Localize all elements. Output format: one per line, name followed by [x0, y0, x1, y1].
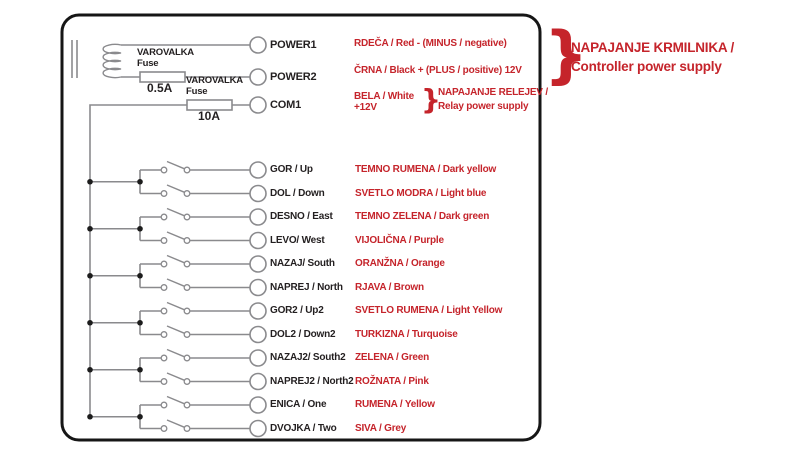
controller-note-line2: Controller power supply: [571, 59, 722, 74]
row-label-levo: LEVO/ West: [270, 235, 325, 246]
switch-row-gor2: [140, 303, 266, 320]
fuse2-rating: 10A: [198, 109, 221, 123]
pair-branch-5: [87, 358, 143, 382]
wire-dvojka: SIVA / Grey: [355, 423, 407, 434]
wire-dol2: TURKIZNA / Turquoise: [355, 329, 458, 340]
switch-row-naprej: [140, 279, 266, 296]
fuse2-label-sl: VAROVALKA: [186, 75, 243, 86]
wire-naprej: RJAVA / Brown: [355, 282, 424, 293]
wire-com1-annotation: BELA / White: [354, 91, 415, 102]
terminal-power2-label: POWER2: [270, 71, 317, 83]
wire-gor2: SVETLO RUMENA / Light Yellow: [355, 305, 503, 316]
wire-dol: SVETLO MODRA / Light blue: [355, 188, 487, 199]
row-label-gor: GOR / Up: [270, 164, 313, 175]
wire-power2-annotation: ČRNA / Black + (PLUS / positive) 12V: [354, 65, 522, 76]
wire-enica: RUMENA / Yellow: [355, 399, 435, 410]
switch-row-gor: [140, 162, 266, 179]
pair-branch-1: [87, 170, 143, 194]
row-label-dvojka: DVOJKA / Two: [270, 423, 337, 434]
row-label-nazaj: NAZAJ/ South: [270, 258, 335, 269]
fuse2-label-en: Fuse: [186, 86, 208, 97]
terminal-com1-label: COM1: [270, 99, 301, 111]
row-label-dol: DOL / Down: [270, 188, 325, 199]
switch-row-desno: [140, 209, 266, 226]
row-label-gor2: GOR2 / Up2: [270, 305, 324, 316]
pair-branch-4: [87, 311, 143, 335]
cable-entry-lines: [72, 40, 77, 78]
switch-row-dol2: [140, 326, 266, 343]
row-label-naprej2: NAPREJ2 / North2: [270, 376, 354, 387]
wire-nazaj: ORANŽNA / Orange: [355, 258, 445, 269]
row-label-desno: DESNO / East: [270, 211, 333, 222]
pair-branch-6: [87, 405, 143, 429]
pair-branch-2: [87, 217, 143, 241]
row-label-dol2: DOL2 / Down2: [270, 329, 336, 340]
fuse1-label-sl: VAROVALKA: [137, 47, 194, 58]
pair-branch-3: [87, 264, 143, 288]
coil-symbol: [103, 44, 121, 77]
relay-brace-icon: }: [421, 83, 441, 116]
row-label-enica: ENICA / One: [270, 399, 327, 410]
switch-row-nazaj: [140, 256, 266, 273]
switch-row-enica: [140, 397, 266, 414]
wire-naprej2: ROŽNATA / Pink: [355, 376, 429, 387]
fuse1-rating: 0.5A: [147, 81, 173, 95]
fuse1-label-en: Fuse: [137, 58, 159, 69]
wire-gor: TEMNO RUMENA / Dark yellow: [355, 164, 497, 175]
switch-row-naprej2: [140, 373, 266, 390]
relay-note-line1: NAPAJANJE RELEJEV /: [438, 87, 548, 98]
com1-wire-and-bus: [90, 97, 266, 417]
wire-com1-annotation-voltage: +12V: [354, 102, 377, 113]
row-label-naprej: NAPREJ / North: [270, 282, 343, 293]
switch-row-dol: [140, 185, 266, 202]
wire-desno: TEMNO ZELENA / Dark green: [355, 211, 490, 222]
switch-row-levo: [140, 232, 266, 249]
switch-row-dvojka: [140, 420, 266, 437]
controller-note-line1: NAPAJANJE KRMILNIKA /: [571, 40, 735, 55]
relay-note-line2: Relay power supply: [438, 101, 529, 112]
wire-levo: VIJOLIČNA / Purple: [355, 235, 444, 246]
controller-brace-icon: }: [544, 18, 589, 91]
row-label-nazaj2: NAZAJ2/ South2: [270, 352, 346, 363]
switch-row-nazaj2: [140, 350, 266, 367]
wire-power1-annotation: RDEČA / Red - (MINUS / negative): [354, 38, 507, 49]
terminal-power1-label: POWER1: [270, 39, 317, 51]
wire-nazaj2: ZELENA / Green: [355, 352, 430, 363]
